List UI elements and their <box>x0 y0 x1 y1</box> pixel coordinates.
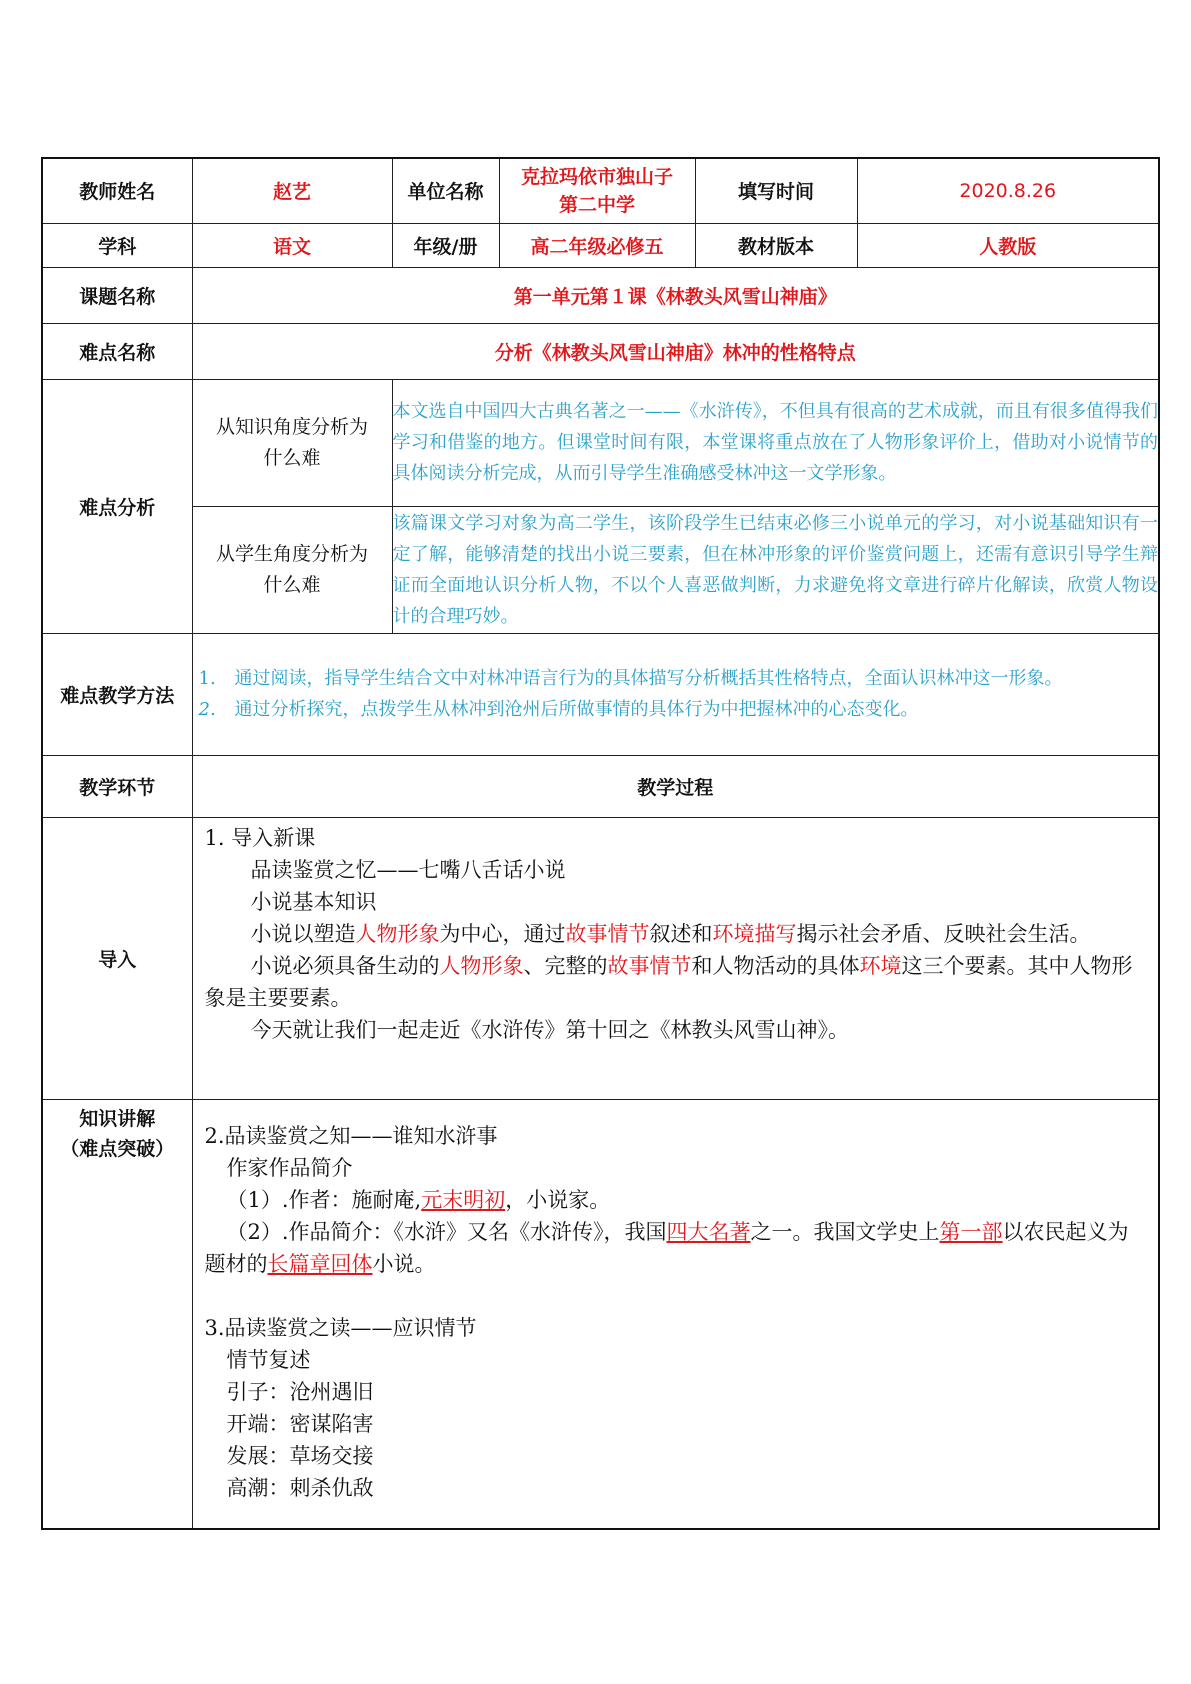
knowledge-content <box>192 1099 1159 1529</box>
method-number: 2. <box>198 699 216 720</box>
knowledge-label-line2: （难点突破） <box>60 1137 175 1160</box>
knowledge-angle-line1: 从知识角度分析为 <box>215 415 368 438</box>
topic-value: 第一单元第１课《林教头风雪山神庙》 <box>192 267 1159 323</box>
highlight-term: 人物形象 <box>439 953 524 978</box>
highlight-term: 故事情节 <box>565 921 650 946</box>
difficulty-value: 分析《林教头风雪山神庙》林冲的性格特点 <box>192 323 1159 379</box>
header-row-2 <box>42 223 1159 267</box>
highlight-term: 环境描写 <box>712 921 797 946</box>
work-line <box>205 1216 1149 1280</box>
knowledge-label-line1: 知识讲解 <box>79 1107 156 1130</box>
unit-label: 单位名称 <box>392 158 499 223</box>
highlight-term: 四大名著 <box>666 1219 751 1244</box>
teacher-value: 赵艺 <box>192 158 392 223</box>
text-run: （1）.作者：施耐庵, <box>226 1187 422 1212</box>
unit-value <box>499 158 695 223</box>
grade-value: 高二年级必修五 <box>499 223 695 267</box>
method-item <box>193 663 1159 694</box>
text-run: （2）.作品简介：《水浒》又名《水浒传》，我国 <box>226 1219 667 1244</box>
student-angle-line2: 什么难 <box>263 573 321 596</box>
student-angle-label <box>192 506 392 633</box>
topic-row <box>42 267 1159 323</box>
date-label: 填写时间 <box>695 158 857 223</box>
text-run: 小说。 <box>372 1251 436 1276</box>
intro-subheading: 品读鉴赏之忆——七嘴八舌话小说 <box>250 857 566 882</box>
teacher-label: 教师姓名 <box>42 158 192 223</box>
method-number: 1. <box>198 668 216 689</box>
intro-row <box>42 817 1159 1099</box>
analysis-row-knowledge <box>42 379 1159 506</box>
highlight-term: 故事情节 <box>607 953 692 978</box>
knowledge-angle-line2: 什么难 <box>263 446 321 469</box>
subject-value: 语文 <box>192 223 392 267</box>
text-run: 叙述和 <box>649 921 713 946</box>
highlight-term: 第一部 <box>939 1219 1003 1244</box>
difficulty-label: 难点名称 <box>42 323 192 379</box>
unit-value-line2: 第二中学 <box>558 193 635 216</box>
intro-label: 导入 <box>42 817 192 1099</box>
text-run: ，小说家。 <box>505 1187 611 1212</box>
date-value: 2020.8.26 <box>857 158 1159 223</box>
intro-content <box>192 817 1159 1099</box>
knowledge-angle-label <box>192 379 392 506</box>
section-2-title: 2.品读鉴赏之知——谁知水浒事 <box>204 1123 498 1148</box>
process-header-value: 教学过程 <box>192 755 1159 817</box>
process-header-row <box>42 755 1159 817</box>
methods-row <box>42 633 1159 755</box>
spacer <box>205 1280 1149 1312</box>
text-run: 为中心，通过 <box>439 921 566 946</box>
text-run: 小说以塑造 <box>250 921 356 946</box>
analysis-row-student <box>42 506 1159 633</box>
student-angle-line1: 从学生角度分析为 <box>215 542 368 565</box>
text-run: 、完整的 <box>523 953 608 978</box>
process-stage-label: 教学环节 <box>42 755 192 817</box>
difficulty-row <box>42 323 1159 379</box>
intro-paragraph-1 <box>205 918 1149 950</box>
text-run: 小说必须具备生动的 <box>250 953 440 978</box>
text-run: 和人物活动的具体 <box>691 953 860 978</box>
topic-label: 课题名称 <box>42 267 192 323</box>
header-row-1 <box>42 158 1159 223</box>
intro-basics: 小说基本知识 <box>250 889 377 914</box>
edition-value: 人教版 <box>857 223 1159 267</box>
method-text: 通过阅读，指导学生结合文中对林冲语言行为的具体描写分析概括其性格特点，全面认识林冲这一形象。 <box>234 668 1063 689</box>
method-text: 通过分析探究，点拨学生从林冲到沧州后所做事情的具体行为中把握林冲的心态变化。 <box>234 699 919 720</box>
section-3-title: 3.品读鉴赏之读——应识情节 <box>204 1315 477 1340</box>
intro-heading: 1. 导入新课 <box>204 825 316 850</box>
text-run: 这三个要素。其中人物形象是主要要素。 <box>204 953 1133 1010</box>
analysis-label: 难点分析 <box>42 379 192 633</box>
lesson-plan-table <box>41 157 1160 1530</box>
section-2-subtitle: 作家作品简介 <box>226 1155 353 1180</box>
highlight-term: 人物形象 <box>355 921 440 946</box>
student-angle-text: 该篇课文学习对象为高二学生，该阶段学生已结束必修三小说单元的学习，对小说基础知识有一定了解，能够清楚的找出小说三要素，但在林冲形象的评价鉴赏问题上，还需有意识引导学生辩证而全面地认识分析人物，不以个人喜恶做判断，力求避免将文章进行碎片化解读，欣赏人物设计的合理巧妙。 <box>392 506 1159 633</box>
edition-label: 教材版本 <box>695 223 857 267</box>
plot-item: 高潮：刺杀仇敌 <box>226 1475 374 1500</box>
knowledge-angle-text: 本文选自中国四大古典名著之一——《水浒传》，不但具有很高的艺术成就，而且有很多值得我们学习和借鉴的地方。但课堂时间有限，本堂课将重点放在了人物形象评价上，借助对小说情节的具体阅读分析完成，从而引导学生准确感受林冲这一文学形象。 <box>392 379 1159 506</box>
unit-value-line1: 克拉玛依市独山子 <box>520 165 673 188</box>
method-item <box>193 694 1159 725</box>
plot-item: 开端：密谋陷害 <box>226 1411 374 1436</box>
author-line <box>205 1184 1149 1216</box>
text-run: 之一。我国文学史上 <box>750 1219 940 1244</box>
text-run: 以农民起义为题材的 <box>204 1219 1129 1276</box>
highlight-term: 长篇章回体 <box>267 1251 373 1276</box>
intro-paragraph-3: 今天就让我们一起走近《水浒传》第十回之《林教头风雪山神》。 <box>250 1017 849 1042</box>
plot-item: 引子：沧州遇旧 <box>226 1379 374 1404</box>
highlight-term: 元末明初 <box>421 1187 506 1212</box>
methods-list <box>192 633 1159 755</box>
subject-label: 学科 <box>42 223 192 267</box>
grade-label: 年级/册 <box>392 223 499 267</box>
knowledge-label <box>42 1099 192 1529</box>
methods-label: 难点教学方法 <box>42 633 192 755</box>
section-3-subtitle: 情节复述 <box>226 1347 311 1372</box>
plot-item: 发展：草场交接 <box>226 1443 374 1468</box>
intro-paragraph-2 <box>205 950 1149 1014</box>
text-run: 揭示社会矛盾、反映社会生活。 <box>796 921 1091 946</box>
highlight-term: 环境 <box>859 953 902 978</box>
knowledge-row <box>42 1099 1159 1529</box>
